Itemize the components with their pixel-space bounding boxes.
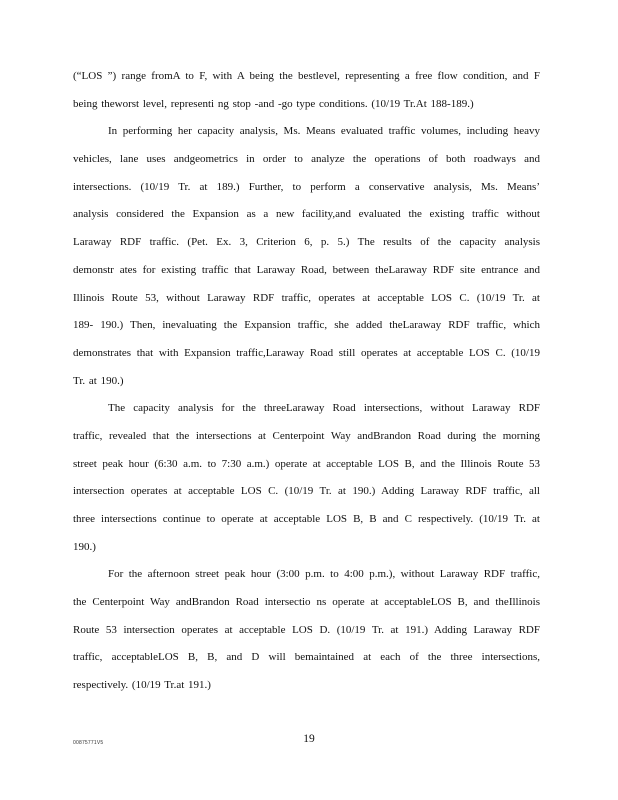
text-line-14: traffic, revealed that the intersections at Centerpoint Way andBrandon Road during the morning	[73, 429, 540, 442]
text-line-10: 189- 190.) Then, inevaluating the Expansion traffic, she added theLaraway RDF traffic, which	[73, 319, 540, 332]
text-line-22: traffic, acceptableLOS B, B, and D will bemaintained at each of the three intersections,	[73, 651, 540, 664]
text-line-23: respectively. (10/19 Tr.at 191.)	[73, 679, 211, 692]
text-line-17: three intersections continue to operate at acceptable LOS B, B and C respectively. (10/19 Tr. at	[73, 513, 540, 525]
text-line-15: street peak hour (6:30 a.m. to 7:30 a.m.) operate at acceptable LOS B, and the Illinois Route 53	[73, 457, 540, 470]
page-number: 19	[303, 733, 315, 745]
text-line-8: demonstr ates for existing traffic that Laraway Road, between theLaraway RDF site entrance and	[73, 263, 540, 276]
text-line-4: vehicles, lane uses andgeometrics in order to analyze the operations of both roadways and	[73, 153, 540, 166]
text-line-19: For the afternoon street peak hour (3:00 p.m. to 4:00 p.m.), without Laraway RDF traffic,	[108, 568, 540, 581]
body-text	[73, 63, 540, 700]
text-line-6: analysis considered the Expansion as a new facility,and evaluated the existing traffic without	[73, 208, 540, 221]
text-line-20: the Centerpoint Way andBrandon Road intersectio ns operate at acceptableLOS B, and theIllinois	[73, 596, 540, 609]
text-line-2: being theworst level, representi ng stop -and -go type conditions. (10/19 Tr.At 188-189.)	[73, 97, 474, 110]
footer-document-id: 00875771V5	[73, 740, 104, 746]
text-line-9: Illinois Route 53, without Laraway RDF traffic, operates at acceptable LOS C. (10/19 Tr. at	[73, 291, 540, 304]
text-line-3: In performing her capacity analysis, Ms. Means evaluated traffic volumes, including heavy	[108, 125, 540, 138]
text-line-16: intersection operates at acceptable LOS C. (10/19 Tr. at 190.) Adding Laraway RDF traffic, all	[73, 485, 540, 498]
text-line-11: demonstrates that with Expansion traffic,Laraway Road still operates at acceptable LOS C. (10/19	[73, 346, 540, 359]
text-line-13: The capacity analysis for the threeLaraway Road intersections, without Laraway RDF	[108, 402, 540, 415]
text-line-5: intersections. (10/19 Tr. at 189.) Further, to perform a conservative analysis, Ms. Means’	[73, 180, 540, 193]
text-line-18: 190.)	[73, 540, 96, 553]
text-line-21: Route 53 intersection operates at acceptable LOS D. (10/19 Tr. at 191.) Adding Laraway RDF	[73, 623, 540, 636]
text-line-7: Laraway RDF traffic. (Pet. Ex. 3, Criterion 6, p. 5.) The results of the capacity analysis	[73, 236, 540, 249]
text-line-12: Tr. at 190.)	[73, 374, 124, 387]
text-line-1: (“LOS ”) range fromA to F, with A being the bestlevel, representing a free flow condition, and F	[73, 70, 540, 82]
